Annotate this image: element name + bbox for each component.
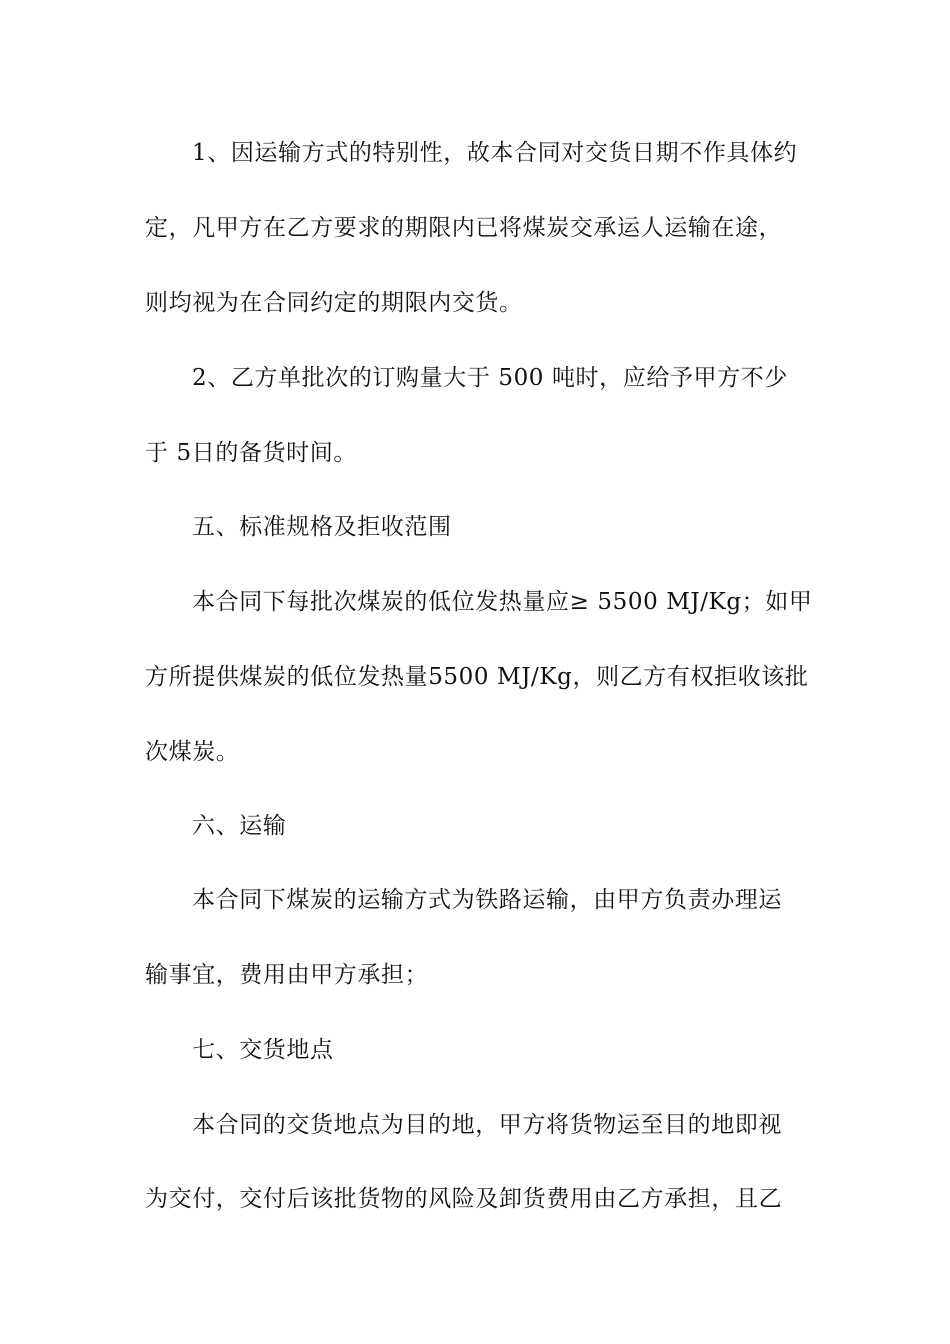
clause-2-line-2: 于 5日的备货时间。 <box>145 440 357 466</box>
section-6-heading: 六、运输 <box>192 813 287 839</box>
section-5-line-3: 次煤炭。 <box>145 739 240 765</box>
clause-1-line-1: 1、因运输方式的特别性，故本合同对交货日期不作具体约 <box>192 140 798 166</box>
section-5-line-1: 本合同下每批次煤炭的低位发热量应≥ 5500 MJ/Kg；如甲 <box>192 589 813 615</box>
section-6-line-2: 输事宜，费用由甲方承担； <box>145 962 429 988</box>
section-5-line-2: 方所提供煤炭的低位发热量5500 MJ/Kg，则乙方有权拒收该批 <box>145 664 809 690</box>
section-6-line-1: 本合同下煤炭的运输方式为铁路运输，由甲方负责办理运 <box>192 887 782 913</box>
clause-2-line-1: 2、乙方单批次的订购量大于 500 吨时，应给予甲方不少 <box>192 365 788 391</box>
section-7-line-2: 为交付，交付后该批货物的风险及卸货费用由乙方承担，且乙 <box>145 1186 783 1212</box>
clause-1-line-2: 定，凡甲方在乙方要求的期限内已将煤炭交承运人运输在途， <box>145 215 783 241</box>
section-7-heading: 七、交货地点 <box>192 1037 334 1063</box>
section-7-line-1: 本合同的交货地点为目的地，甲方将货物运至目的地即视 <box>192 1112 782 1138</box>
section-5-heading: 五、标准规格及拒收范围 <box>192 514 452 540</box>
clause-1-line-3: 则均视为在合同约定的期限内交货。 <box>145 290 523 316</box>
